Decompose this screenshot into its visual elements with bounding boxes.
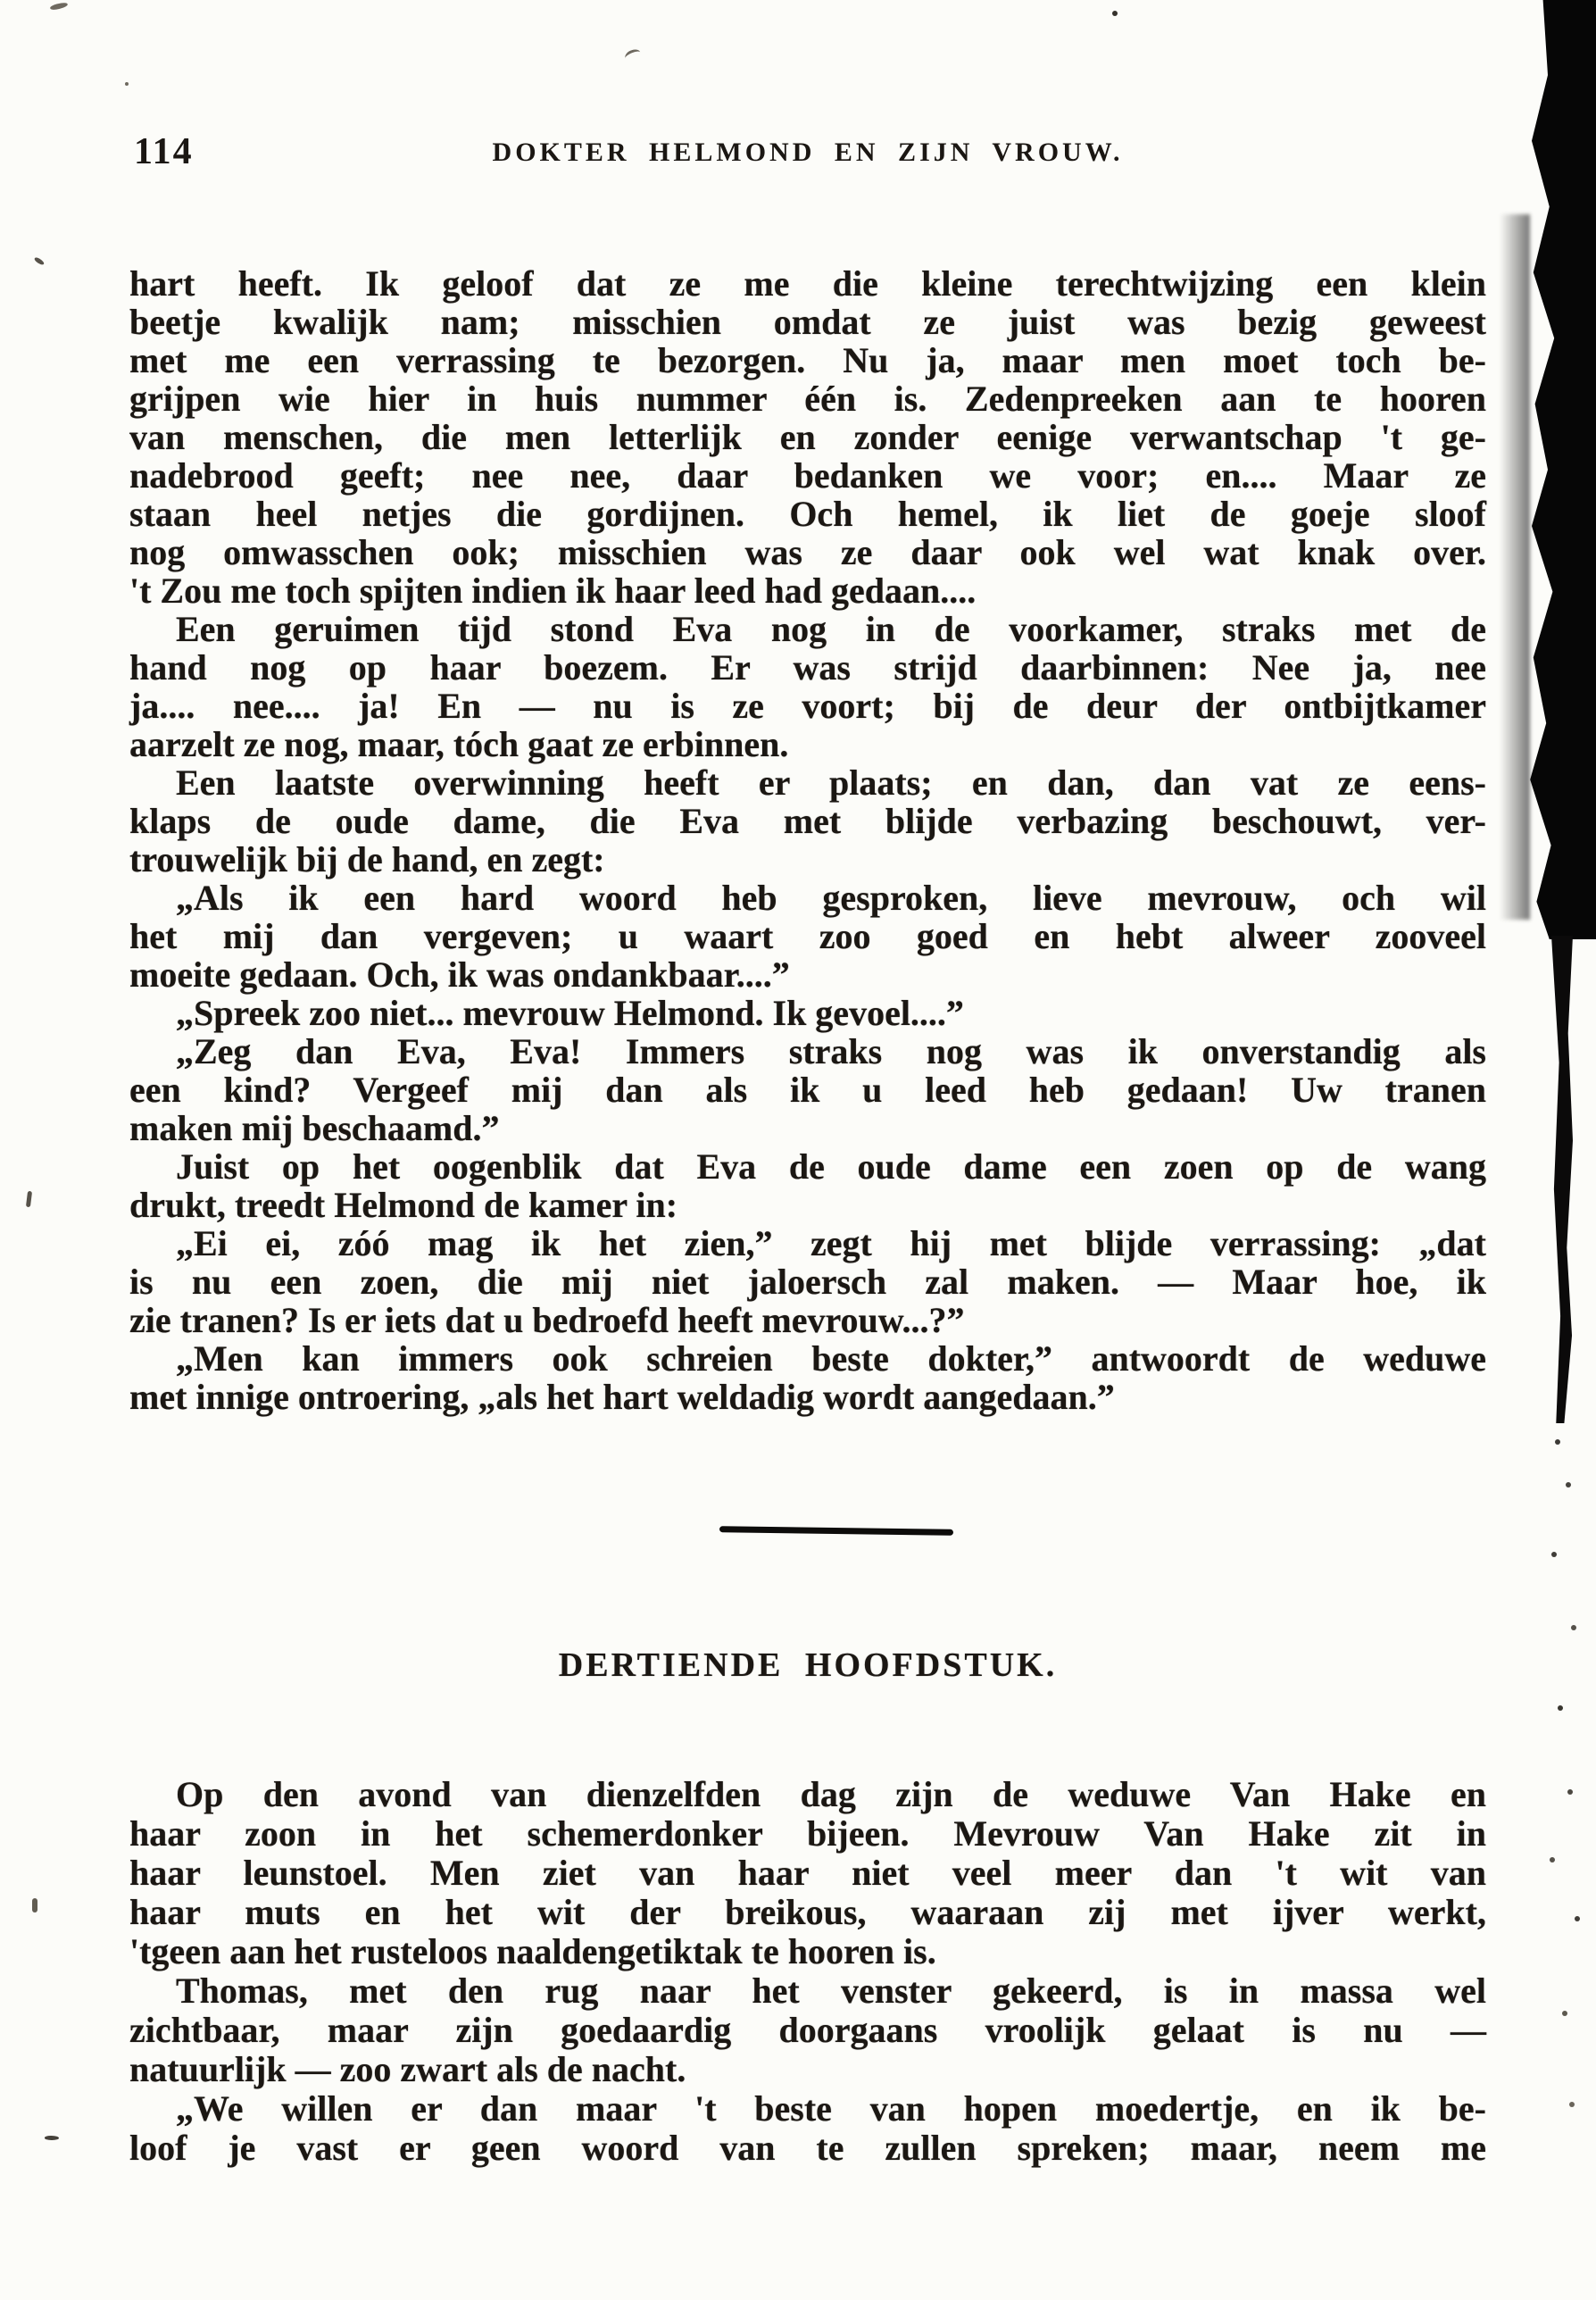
text-line: Op den avond van dienzelfden dag zijn de weduwe Van Hake en <box>176 1774 1486 1814</box>
paragraph <box>129 2089 1486 2168</box>
text-line: Thomas, met den rug naar het venster gekeerd, is in massa wel <box>176 1971 1486 2011</box>
text-line: grijpen wie hier in huis nummer één is. Zedenpreeken aan te hooren <box>129 379 1486 419</box>
scan-speckle-artifact <box>125 82 129 86</box>
section-divider <box>719 1526 953 1536</box>
scan-speckle-artifact <box>1555 1439 1560 1445</box>
text-line: haar leunstoel. Men ziet van haar niet veel meer dan 't wit van <box>129 1853 1486 1893</box>
paragraph <box>129 1147 1486 1224</box>
text-line: zichtbaar, maar zijn goedaardig doorgaans vroolijk gelaat is nu — <box>129 2010 1486 2050</box>
text-line: „Zeg dan Eva, Eva! Immers straks nog was ik onverstandig als <box>176 1031 1486 1071</box>
scan-speckle-artifact <box>50 2 69 12</box>
text-line: haar muts en het wit der breikous, waaraan zij met ijver werkt, <box>129 1892 1486 1932</box>
paragraph <box>129 1224 1486 1339</box>
text-block-chapter-12 <box>129 264 1486 1416</box>
text-block-chapter-13 <box>129 1775 1486 2168</box>
text-line: trouwelijk bij de hand, en zegt: <box>129 839 605 879</box>
text-line: 't Zou me toch spijten indien ik haar leed had gedaan.... <box>129 571 977 611</box>
scan-speckle-artifact <box>1112 11 1118 16</box>
paragraph <box>129 1032 1486 1147</box>
text-line: ja.... nee.... ja! En — nu is ze voort; bij de deur der ontbijtkamer <box>129 686 1486 726</box>
text-line: maken mij beschaamd.” <box>129 1108 500 1148</box>
paragraph <box>129 1775 1486 1971</box>
chapter-heading: DERTIENDE HOOFDSTUK. <box>558 1646 1058 1684</box>
text-line: „Als ik een hard woord heb gesproken, lieve mevrouw, och wil <box>176 878 1486 918</box>
text-line: natuurlijk — zoo zwart als de nacht. <box>129 2049 686 2089</box>
paragraph <box>129 879 1486 994</box>
paragraph <box>129 264 1486 610</box>
text-line: klaps de oude dame, die Eva met blijde verbazing beschouwt, ver- <box>129 801 1486 841</box>
text-line: met innige ontroering, „als het hart weldadig wordt aangedaan.” <box>129 1377 1115 1417</box>
text-line: van menschen, die men letterlijk en zonder eenige verwantschap 't ge- <box>129 417 1486 457</box>
scan-speckle-artifact <box>623 47 642 63</box>
text-line: beetje kwalijk nam; misschien omdat ze juist was bezig geweest <box>129 302 1486 342</box>
scan-edge-artifact <box>1551 936 1573 1423</box>
text-line: is nu een zoen, die mij niet jaloersch zal maken. — Maar hoe, ik <box>129 1262 1486 1302</box>
scan-edge-artifact <box>1500 214 1530 920</box>
scan-speckle-artifact <box>32 1898 37 1912</box>
text-line: hart heeft. Ik geloof dat ze me die kleine terechtwijzing een klein <box>129 263 1486 304</box>
text-line: 'tgeen aan het rusteloos naaldengetiktak te hooren is. <box>129 1931 936 1971</box>
scan-speckle-artifact <box>45 2136 59 2140</box>
text-line: nadebrood geeft; nee nee, daar bedanken we voor; en.... Maar ze <box>129 455 1486 496</box>
text-line: drukt, treedt Helmond de kamer in: <box>129 1185 678 1225</box>
paragraph <box>129 1339 1486 1416</box>
scan-speckle-artifact <box>34 256 46 266</box>
text-line: een kind? Vergeef mij dan als ik u leed heb gedaan! Uw tranen <box>129 1070 1486 1110</box>
text-line: „Ei ei, zóó mag ik het zien,” zegt hij met blijde verrassing: „dat <box>176 1223 1486 1263</box>
running-title: DOKTER HELMOND EN ZIJN VROUW. <box>492 138 1124 167</box>
text-line: moeite gedaan. Och, ik was ondankbaar....” <box>129 954 790 995</box>
page-number: 114 <box>134 131 194 172</box>
paragraph <box>129 610 1486 763</box>
text-line: „We willen er dan maar 't beste van hopen moedertje, en ik be- <box>176 2088 1486 2129</box>
text-line: zie tranen? Is er iets dat u bedroefd heeft mevrouw...?” <box>129 1300 965 1340</box>
paragraph <box>129 994 1486 1032</box>
paragraph <box>129 1971 1486 2089</box>
text-line: hand nog op haar boezem. Er was strijd daarbinnen: Nee ja, nee <box>129 647 1486 688</box>
text-line: loof je vast er geen woord van te zullen spreken; maar, neem me <box>129 2128 1486 2168</box>
text-line: aarzelt ze nog, maar, tóch gaat ze erbinnen. <box>129 724 789 764</box>
text-line: nog omwasschen ook; misschien was ze daar ook wel wat knak over. <box>129 532 1486 572</box>
text-line: met me een verrassing te bezorgen. Nu ja, maar men moet toch be- <box>129 340 1486 380</box>
text-line: Een laatste overwinning heeft er plaats; en dan, dan vat ze eens- <box>176 762 1486 803</box>
text-line: haar zoon in het schemerdonker bijeen. Mevrouw Van Hake zit in <box>129 1813 1486 1854</box>
text-line: Een geruimen tijd stond Eva nog in de voorkamer, straks met de <box>176 609 1486 649</box>
paragraph <box>129 763 1486 879</box>
text-line: staan heel netjes die gordijnen. Och hemel, ik liet de goeje sloof <box>129 494 1486 534</box>
text-line: Juist op het oogenblik dat Eva de oude dame een zoen op de wang <box>176 1146 1486 1187</box>
text-line: het mij dan vergeven; u waart zoo goed en hebt alweer zooveel <box>129 916 1486 956</box>
scan-speckle-artifact <box>26 1191 32 1207</box>
text-line: „Men kan immers ook schreien beste dokter,” antwoordt de weduwe <box>176 1338 1486 1379</box>
text-line: „Spreek zoo niet... mevrouw Helmond. Ik gevoel....” <box>176 993 964 1033</box>
